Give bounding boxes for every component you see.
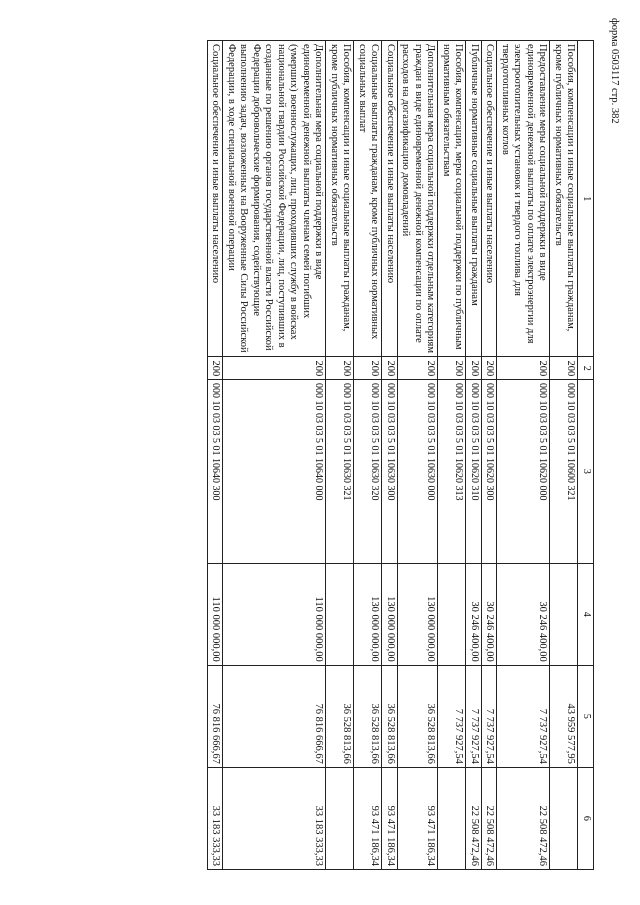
table-row: [550, 41, 578, 870]
table-wrapper: [74, 40, 594, 870]
row-name-cell: Дополнительная мера социальной поддержки в виде единовременной денежной выплаты членам семей погибших (умерших) военнослужащих, лиц, проходивших службу в войсках национальной гвардии Российской Федерации, лиц, поступивших в созданные по решению органов государственной власти Российской Федерации добровольческие формирования, содействующие выполнению задач, возложенных на Вооруженные Силы Российской Федерации, в ходе специальной военной операции: [223, 41, 326, 357]
row-executed-cell: 36 528 813,66: [398, 665, 439, 767]
row-unexecuted-cell: [326, 767, 354, 869]
table-row: [398, 41, 439, 870]
row-budget-code-cell: 000 10 03 03 5 01 10640 000: [223, 379, 326, 563]
row-name-cell: Дополнительная мера социальной поддержки отдельным категориям граждан в виде единовременной денежной компенсации по оплате расходов на догазификацию домовладений: [398, 41, 439, 357]
table-row: [482, 41, 498, 870]
header-cell: 1: [578, 41, 594, 357]
table-row: [223, 41, 326, 870]
header-row: [578, 41, 594, 870]
row-name-cell: Пособия, компенсации, меры социальной поддержки по публичным нормативным обязательствам: [438, 41, 466, 357]
row-name-cell: Социальные выплаты гражданам, кроме публичных нормативных социальных выплат: [354, 41, 382, 357]
row-approved-cell: 130 000 000,00: [398, 563, 439, 665]
row-budget-code-cell: 000 10 03 03 5 01 10600 321: [550, 379, 578, 563]
row-line-code-cell: 200: [223, 357, 326, 379]
header-cell: 5: [578, 665, 594, 767]
row-name-cell: Социальное обеспечение и иные выплаты населению: [482, 41, 498, 357]
row-executed-cell: 7 737 927,54: [497, 665, 550, 767]
row-budget-code-cell: 000 10 03 03 5 01 10620 000: [497, 379, 550, 563]
table-row: [208, 41, 224, 870]
row-approved-cell: 130 000 000,00: [382, 563, 398, 665]
row-approved-cell: 110 000 000,00: [223, 563, 326, 665]
row-budget-code-cell: 000 10 03 03 5 01 10630 320: [354, 379, 382, 563]
row-name-cell: Предоставление меры социальной поддержки в виде единовременной денежной выплаты по оплате электроэнергии для электроотопительных установок и твердого топлива для твердотопливных котлов: [497, 41, 550, 357]
row-unexecuted-cell: 22 508 472,46: [466, 767, 482, 869]
table-row: [354, 41, 382, 870]
row-budget-code-cell: 000 10 03 03 5 01 10630 321: [326, 379, 354, 563]
row-unexecuted-cell: [550, 767, 578, 869]
row-unexecuted-cell: 33 183 333,33: [208, 767, 224, 869]
row-line-code-cell: 200: [438, 357, 466, 379]
row-unexecuted-cell: [438, 767, 466, 869]
row-unexecuted-cell: 33 183 333,33: [223, 767, 326, 869]
row-executed-cell: 36 528 813,66: [354, 665, 382, 767]
row-budget-code-cell: 000 10 03 03 5 01 10630 000: [398, 379, 439, 563]
table-row: [382, 41, 398, 870]
row-line-code-cell: 200: [354, 357, 382, 379]
row-unexecuted-cell: 93 471 186,34: [382, 767, 398, 869]
row-executed-cell: 7 737 927,54: [482, 665, 498, 767]
row-approved-cell: 30 246 400,00: [482, 563, 498, 665]
row-name-cell: Публичные нормативные социальные выплаты гражданам: [466, 41, 482, 357]
row-approved-cell: 130 000 000,00: [354, 563, 382, 665]
row-executed-cell: 7 737 927,54: [466, 665, 482, 767]
row-line-code-cell: 200: [466, 357, 482, 379]
row-approved-cell: 30 246 400,00: [497, 563, 550, 665]
row-approved-cell: [438, 563, 466, 665]
row-line-code-cell: 200: [550, 357, 578, 379]
row-executed-cell: 76 816 666,67: [223, 665, 326, 767]
table-row: [466, 41, 482, 870]
form-label: форма 0503117 стр. 382: [609, 18, 620, 124]
table-row: [326, 41, 354, 870]
row-name-cell: Социальное обеспечение и иные выплаты населению: [382, 41, 398, 357]
row-executed-cell: 76 816 666,67: [208, 665, 224, 767]
row-line-code-cell: 200: [382, 357, 398, 379]
table-row: [497, 41, 550, 870]
row-line-code-cell: 200: [482, 357, 498, 379]
row-unexecuted-cell: 93 471 186,34: [354, 767, 382, 869]
row-line-code-cell: 200: [326, 357, 354, 379]
row-budget-code-cell: 000 10 03 03 5 01 10620 313: [438, 379, 466, 563]
header-cell: 6: [578, 767, 594, 869]
table-row: [438, 41, 466, 870]
row-executed-cell: 7 737 927,54: [438, 665, 466, 767]
row-executed-cell: 36 528 813,66: [382, 665, 398, 767]
row-approved-cell: 110 000 000,00: [208, 563, 224, 665]
header-cell: 2: [578, 357, 594, 379]
row-name-cell: Социальное обеспечение и иные выплаты населению: [208, 41, 224, 357]
row-approved-cell: 30 246 400,00: [466, 563, 482, 665]
row-name-cell: Пособия, компенсации и иные социальные выплаты гражданам, кроме публичных нормативных обязательств: [326, 41, 354, 357]
row-budget-code-cell: 000 10 03 03 5 01 10630 300: [382, 379, 398, 563]
header-cell: 4: [578, 563, 594, 665]
table-body: [208, 41, 579, 870]
row-line-code-cell: 200: [497, 357, 550, 379]
row-budget-code-cell: 000 10 03 03 5 01 10620 300: [482, 379, 498, 563]
row-approved-cell: [550, 563, 578, 665]
header-cell: 3: [578, 379, 594, 563]
budget-table: [207, 40, 594, 870]
row-budget-code-cell: 000 10 03 03 5 01 10620 310: [466, 379, 482, 563]
row-name-cell: Пособия, компенсации и иные социальные выплаты гражданам, кроме публичных нормативных обязательств: [550, 41, 578, 357]
rotated-table-area: [74, 40, 594, 870]
row-unexecuted-cell: 93 471 186,34: [398, 767, 439, 869]
row-executed-cell: 43 959 577,95: [550, 665, 578, 767]
row-unexecuted-cell: 22 508 472,46: [497, 767, 550, 869]
row-line-code-cell: 200: [208, 357, 224, 379]
row-line-code-cell: 200: [398, 357, 439, 379]
row-executed-cell: 36 528 813,66: [326, 665, 354, 767]
row-approved-cell: [326, 563, 354, 665]
row-budget-code-cell: 000 10 03 03 5 01 10640 300: [208, 379, 224, 563]
row-unexecuted-cell: 22 508 472,46: [482, 767, 498, 869]
